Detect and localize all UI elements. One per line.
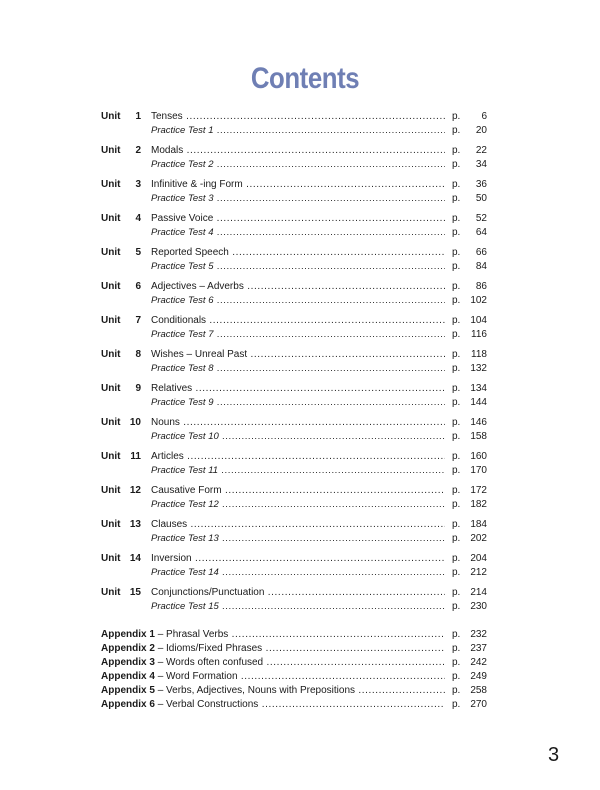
unit-label: Unit bbox=[101, 349, 121, 360]
practice-test-page: 64 bbox=[475, 227, 487, 238]
unit-title: Modals ..... bbox=[151, 144, 445, 158]
unit-title: Inversion ..... bbox=[151, 552, 445, 566]
unit-number: 9 bbox=[135, 383, 141, 394]
unit-row[interactable] bbox=[101, 518, 491, 532]
page-abbrev: p. bbox=[452, 629, 461, 640]
appendix-label: Appendix 5 bbox=[101, 685, 155, 696]
unit-entry bbox=[101, 178, 491, 206]
appendix-page: 242 bbox=[470, 657, 487, 668]
unit-page: 146 bbox=[470, 417, 487, 428]
appendix-row[interactable] bbox=[101, 698, 491, 712]
unit-number: 2 bbox=[135, 145, 141, 156]
practice-test-title: Practice Test 15 ..... bbox=[151, 600, 445, 614]
page-abbrev: p. bbox=[452, 499, 461, 510]
appendix-label: Appendix 6 bbox=[101, 699, 155, 710]
table-of-contents bbox=[101, 110, 491, 712]
page-abbrev: p. bbox=[452, 567, 461, 578]
unit-entry bbox=[101, 382, 491, 410]
page-abbrev: p. bbox=[452, 553, 461, 564]
practice-test-title: Practice Test 9 ..... bbox=[151, 396, 445, 410]
page-abbrev: p. bbox=[452, 397, 461, 408]
practice-test-page: 202 bbox=[470, 533, 487, 544]
unit-title: Conjunctions/Punctuation ..... bbox=[151, 586, 445, 600]
page-abbrev: p. bbox=[452, 485, 461, 496]
practice-test-row[interactable] bbox=[101, 362, 491, 376]
page-abbrev: p. bbox=[452, 417, 461, 428]
practice-test-title: Practice Test 3 ..... bbox=[151, 192, 445, 206]
unit-number: 13 bbox=[129, 519, 141, 530]
unit-title: Conditionals ..... bbox=[151, 314, 445, 328]
unit-label: Unit bbox=[101, 553, 121, 564]
unit-entry bbox=[101, 246, 491, 274]
practice-test-page: 20 bbox=[475, 125, 487, 136]
unit-title: Clauses ..... bbox=[151, 518, 445, 532]
appendix-entry bbox=[101, 642, 445, 656]
practice-test-row[interactable] bbox=[101, 158, 491, 172]
unit-title: Causative Form ..... bbox=[151, 484, 445, 498]
appendix-row[interactable] bbox=[101, 642, 491, 656]
practice-test-row[interactable] bbox=[101, 124, 491, 138]
unit-entry bbox=[101, 518, 491, 546]
unit-entry bbox=[101, 586, 491, 614]
practice-test-page: 212 bbox=[470, 567, 487, 578]
appendix-label: Appendix 3 bbox=[101, 657, 155, 668]
unit-title: Articles ..... bbox=[151, 450, 445, 464]
practice-test-page: 132 bbox=[470, 363, 487, 374]
unit-page: 134 bbox=[470, 383, 487, 394]
unit-row[interactable] bbox=[101, 552, 491, 566]
unit-page: 6 bbox=[481, 111, 487, 122]
practice-test-row[interactable] bbox=[101, 498, 491, 512]
page-abbrev: p. bbox=[452, 587, 461, 598]
practice-test-title: Practice Test 14 ..... bbox=[151, 566, 445, 580]
unit-title: Reported Speech ..... bbox=[151, 246, 445, 260]
practice-test-page: 144 bbox=[470, 397, 487, 408]
unit-row[interactable] bbox=[101, 450, 491, 464]
appendix-label: Appendix 4 bbox=[101, 671, 155, 682]
unit-entry bbox=[101, 348, 491, 376]
appendix-entry bbox=[101, 656, 445, 670]
page-abbrev: p. bbox=[452, 699, 461, 710]
practice-test-page: 182 bbox=[470, 499, 487, 510]
appendix-title: – Phrasal Verbs bbox=[157, 629, 229, 640]
appendix-title: – Word Formation bbox=[157, 671, 238, 682]
unit-row[interactable] bbox=[101, 280, 491, 294]
unit-entry bbox=[101, 314, 491, 342]
unit-label: Unit bbox=[101, 111, 121, 122]
unit-entry bbox=[101, 280, 491, 308]
practice-test-title: Practice Test 5 ..... bbox=[151, 260, 445, 274]
unit-label: Unit bbox=[101, 213, 121, 224]
practice-test-page: 34 bbox=[475, 159, 487, 170]
unit-page: 104 bbox=[470, 315, 487, 326]
unit-number: 12 bbox=[129, 485, 141, 496]
unit-title: Nouns ..... bbox=[151, 416, 445, 430]
page-abbrev: p. bbox=[452, 363, 461, 374]
page-abbrev: p. bbox=[452, 145, 461, 156]
unit-label: Unit bbox=[101, 417, 121, 428]
page-abbrev: p. bbox=[452, 519, 461, 530]
practice-test-page: 158 bbox=[470, 431, 487, 442]
unit-page: 66 bbox=[475, 247, 487, 258]
unit-page: 36 bbox=[475, 179, 487, 190]
appendix-row[interactable] bbox=[101, 628, 491, 642]
page-abbrev: p. bbox=[452, 383, 461, 394]
unit-row[interactable] bbox=[101, 382, 491, 396]
unit-number: 14 bbox=[129, 553, 141, 564]
unit-label: Unit bbox=[101, 587, 121, 598]
page-abbrev: p. bbox=[452, 451, 461, 462]
unit-entry bbox=[101, 450, 491, 478]
appendix-page: 258 bbox=[470, 685, 487, 696]
unit-title: Tenses ..... bbox=[151, 110, 445, 124]
page-abbrev: p. bbox=[452, 295, 461, 306]
practice-test-title: Practice Test 2 ..... bbox=[151, 158, 445, 172]
page-abbrev: p. bbox=[452, 329, 461, 340]
unit-number: 3 bbox=[135, 179, 141, 190]
appendix-label: Appendix 2 bbox=[101, 643, 155, 654]
page-abbrev: p. bbox=[452, 281, 461, 292]
page-abbrev: p. bbox=[452, 261, 461, 272]
page-abbrev: p. bbox=[452, 179, 461, 190]
practice-test-title: Practice Test 4 ..... bbox=[151, 226, 445, 240]
unit-page: 172 bbox=[470, 485, 487, 496]
appendix-row[interactable] bbox=[101, 684, 491, 698]
unit-page: 214 bbox=[470, 587, 487, 598]
unit-page: 52 bbox=[475, 213, 487, 224]
appendix-entry bbox=[101, 684, 445, 698]
practice-test-page: 84 bbox=[475, 261, 487, 272]
page-abbrev: p. bbox=[452, 349, 461, 360]
appendix-title: – Words often confused bbox=[157, 657, 264, 668]
page-abbrev: p. bbox=[452, 657, 461, 668]
unit-label: Unit bbox=[101, 383, 121, 394]
appendix-row[interactable] bbox=[101, 656, 491, 670]
unit-row[interactable] bbox=[101, 348, 491, 362]
practice-test-row[interactable] bbox=[101, 464, 491, 478]
unit-number: 1 bbox=[135, 111, 141, 122]
practice-test-title: Practice Test 8 ..... bbox=[151, 362, 445, 376]
unit-row[interactable] bbox=[101, 586, 491, 600]
unit-entry bbox=[101, 110, 491, 138]
practice-test-page: 50 bbox=[475, 193, 487, 204]
unit-row[interactable] bbox=[101, 110, 491, 124]
practice-test-title: Practice Test 6 ..... bbox=[151, 294, 445, 308]
unit-row[interactable] bbox=[101, 416, 491, 430]
unit-title: Wishes – Unreal Past ..... bbox=[151, 348, 445, 362]
page-abbrev: p. bbox=[452, 159, 461, 170]
practice-test-row[interactable] bbox=[101, 600, 491, 614]
practice-test-page: 102 bbox=[470, 295, 487, 306]
page-abbrev: p. bbox=[452, 685, 461, 696]
unit-number: 10 bbox=[129, 417, 141, 428]
page-abbrev: p. bbox=[452, 213, 461, 224]
practice-test-row[interactable] bbox=[101, 396, 491, 410]
unit-row[interactable] bbox=[101, 314, 491, 328]
unit-page: 86 bbox=[475, 281, 487, 292]
unit-page: 204 bbox=[470, 553, 487, 564]
page-abbrev: p. bbox=[452, 315, 461, 326]
practice-test-row[interactable] bbox=[101, 532, 491, 546]
unit-number: 7 bbox=[135, 315, 141, 326]
unit-row[interactable] bbox=[101, 246, 491, 260]
practice-test-title: Practice Test 7 ..... bbox=[151, 328, 445, 342]
unit-entry bbox=[101, 552, 491, 580]
unit-number: 15 bbox=[129, 587, 141, 598]
unit-page: 22 bbox=[475, 145, 487, 156]
unit-row[interactable] bbox=[101, 484, 491, 498]
unit-label: Unit bbox=[101, 451, 121, 462]
appendix-title: – Verbal Constructions bbox=[157, 699, 259, 710]
practice-test-title: Practice Test 10 ..... bbox=[151, 430, 445, 444]
appendix-entry bbox=[101, 670, 445, 684]
appendix-row[interactable] bbox=[101, 670, 491, 684]
unit-label: Unit bbox=[101, 145, 121, 156]
appendix-title: – Verbs, Adjectives, Nouns with Prepositions bbox=[157, 685, 356, 696]
appendix-page: 270 bbox=[470, 699, 487, 710]
unit-label: Unit bbox=[101, 519, 121, 530]
unit-label: Unit bbox=[101, 485, 121, 496]
unit-row[interactable] bbox=[101, 178, 491, 192]
unit-label: Unit bbox=[101, 281, 121, 292]
page-abbrev: p. bbox=[452, 601, 461, 612]
page-abbrev: p. bbox=[452, 643, 461, 654]
practice-test-row[interactable] bbox=[101, 566, 491, 580]
practice-test-page: 170 bbox=[470, 465, 487, 476]
practice-test-row[interactable] bbox=[101, 294, 491, 308]
unit-number: 11 bbox=[130, 451, 141, 462]
unit-title: Relatives ..... bbox=[151, 382, 445, 396]
unit-title: Adjectives – Adverbs ..... bbox=[151, 280, 445, 294]
appendix-page: 232 bbox=[470, 629, 487, 640]
page-abbrev: p. bbox=[452, 111, 461, 122]
unit-page: 184 bbox=[470, 519, 487, 530]
unit-row[interactable] bbox=[101, 212, 491, 226]
practice-test-page: 116 bbox=[471, 329, 487, 340]
unit-number: 6 bbox=[135, 281, 141, 292]
unit-entry bbox=[101, 144, 491, 172]
practice-test-row[interactable] bbox=[101, 430, 491, 444]
unit-number: 5 bbox=[135, 247, 141, 258]
unit-label: Unit bbox=[101, 315, 121, 326]
practice-test-title: Practice Test 12 ..... bbox=[151, 498, 445, 512]
unit-page: 160 bbox=[470, 451, 487, 462]
unit-title: Passive Voice ..... bbox=[151, 212, 445, 226]
page-abbrev: p. bbox=[452, 227, 461, 238]
practice-test-row[interactable] bbox=[101, 328, 491, 342]
page-title: Contents bbox=[250, 62, 360, 95]
appendix-entry bbox=[101, 628, 445, 642]
unit-title: Infinitive & -ing Form ..... bbox=[151, 178, 445, 192]
unit-entry bbox=[101, 416, 491, 444]
appendix-label: Appendix 1 bbox=[101, 629, 155, 640]
practice-test-title: Practice Test 13 ..... bbox=[151, 532, 445, 546]
appendix-page: 249 bbox=[470, 671, 487, 682]
page-abbrev: p. bbox=[452, 671, 461, 682]
unit-page: 118 bbox=[471, 349, 487, 360]
page-abbrev: p. bbox=[452, 125, 461, 136]
unit-label: Unit bbox=[101, 179, 121, 190]
unit-number: 4 bbox=[135, 213, 141, 224]
appendix-page: 237 bbox=[470, 643, 487, 654]
practice-test-row[interactable] bbox=[101, 260, 491, 274]
page-abbrev: p. bbox=[452, 431, 461, 442]
practice-test-page: 230 bbox=[470, 601, 487, 612]
page-abbrev: p. bbox=[452, 247, 461, 258]
unit-entry bbox=[101, 212, 491, 240]
practice-test-row[interactable] bbox=[101, 192, 491, 206]
page-abbrev: p. bbox=[452, 193, 461, 204]
unit-row[interactable] bbox=[101, 144, 491, 158]
spacer bbox=[101, 614, 491, 628]
page-abbrev: p. bbox=[452, 465, 461, 476]
page-number: 3 bbox=[548, 744, 560, 766]
page-abbrev: p. bbox=[452, 533, 461, 544]
appendix-entry bbox=[101, 698, 445, 712]
unit-number: 8 bbox=[135, 349, 141, 360]
unit-entry bbox=[101, 484, 491, 512]
practice-test-title: Practice Test 1 ..... bbox=[151, 124, 445, 138]
practice-test-row[interactable] bbox=[101, 226, 491, 240]
practice-test-title: Practice Test 11 ..... bbox=[151, 464, 445, 478]
unit-label: Unit bbox=[101, 247, 121, 258]
appendix-title: – Idioms/Fixed Phrases bbox=[157, 643, 263, 654]
